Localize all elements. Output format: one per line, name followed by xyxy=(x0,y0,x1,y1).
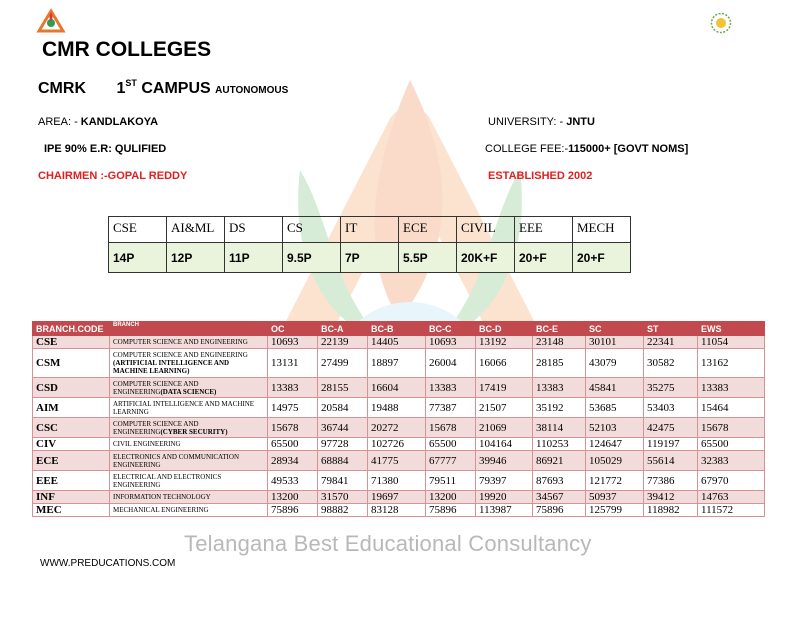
pkg-value: 9.5P xyxy=(283,243,341,273)
college-logo-icon xyxy=(36,8,66,34)
col-header: BC-E xyxy=(533,322,586,336)
branch-name: COMPUTER SCIENCE AND ENGINEERING xyxy=(113,351,248,359)
branch-code: ECE xyxy=(33,451,110,471)
branch-code: INF xyxy=(33,491,110,504)
cutoff-rank: 49533 xyxy=(268,471,318,491)
cutoff-rank: 30101 xyxy=(586,336,644,349)
pkg-header: AI&ML xyxy=(167,217,225,243)
branch-name: COMPUTER SCIENCE AND ENGINEERING xyxy=(113,379,199,396)
cutoff-rank: 13383 xyxy=(533,378,586,398)
cutoff-rank: 17419 xyxy=(476,378,533,398)
col-header: BRANCH.CODE xyxy=(33,322,110,336)
cutoff-rank: 11054 xyxy=(698,336,765,349)
area-info: AREA: - KANDLAKOYA xyxy=(38,116,159,128)
branch-name: COMPUTER SCIENCE AND ENGINEERING xyxy=(113,338,248,346)
packages-header-row xyxy=(109,217,631,243)
cutoff-header-row xyxy=(33,322,765,336)
cutoff-rank: 50937 xyxy=(586,491,644,504)
campus-type: AUTONOMOUS xyxy=(215,85,289,96)
cutoff-rank: 86921 xyxy=(533,451,586,471)
cutoff-rank: 68884 xyxy=(318,451,368,471)
pkg-value: 12P xyxy=(167,243,225,273)
branch-name-cell xyxy=(110,504,268,517)
col-header: BRANCH xyxy=(110,322,268,336)
branch-code: CIV xyxy=(33,438,110,451)
branch-code: MEC xyxy=(33,504,110,517)
cutoff-rank: 53685 xyxy=(586,398,644,418)
pkg-header: CSE xyxy=(109,217,167,243)
cutoff-rank: 13383 xyxy=(426,378,476,398)
branch-code: CSM xyxy=(33,349,110,378)
col-header: BC-A xyxy=(318,322,368,336)
cutoff-rank: 36744 xyxy=(318,418,368,438)
cutoff-rank: 119197 xyxy=(644,438,698,451)
col-header: EWS xyxy=(698,322,765,336)
pkg-value: 20K+F xyxy=(457,243,515,273)
cutoff-rank: 67777 xyxy=(426,451,476,471)
cutoff-rank: 97728 xyxy=(318,438,368,451)
cutoff-rank: 67970 xyxy=(698,471,765,491)
col-header: ST xyxy=(644,322,698,336)
cutoff-rank: 13383 xyxy=(698,378,765,398)
college-code: CMRK xyxy=(38,80,86,97)
col-header: BC-B xyxy=(368,322,426,336)
branch-code: CSE xyxy=(33,336,110,349)
pkg-value: 5.5P xyxy=(399,243,457,273)
cutoff-rank: 15464 xyxy=(698,398,765,418)
cutoff-rank: 28934 xyxy=(268,451,318,471)
cutoff-rank: 79397 xyxy=(476,471,533,491)
cutoff-rank: 52103 xyxy=(586,418,644,438)
cutoff-rank: 45841 xyxy=(586,378,644,398)
pkg-header: IT xyxy=(341,217,399,243)
branch-name: ARTIFICIAL INTELLIGENCE AND MACHINE LEARNING xyxy=(113,399,255,416)
branch-name: COMPUTER SCIENCE AND ENGINEERING xyxy=(113,419,199,436)
branch-name-cell xyxy=(110,418,268,438)
pkg-value: 20+F xyxy=(573,243,631,273)
cutoff-rank: 34567 xyxy=(533,491,586,504)
cutoff-rank: 75896 xyxy=(533,504,586,517)
branch-name: MECHANICAL ENGINEERING xyxy=(113,506,209,514)
cutoff-rank: 71380 xyxy=(368,471,426,491)
cutoff-rank: 16604 xyxy=(368,378,426,398)
cutoff-rank: 19697 xyxy=(368,491,426,504)
cutoff-rank: 16066 xyxy=(476,349,533,378)
branch-name: CIVIL ENGINEERING xyxy=(113,440,181,448)
cutoff-rank: 23148 xyxy=(533,336,586,349)
cutoff-rank: 79841 xyxy=(318,471,368,491)
cutoff-rank: 28185 xyxy=(533,349,586,378)
branch-code: CSD xyxy=(33,378,110,398)
cutoff-rank: 35275 xyxy=(644,378,698,398)
cutoff-rank: 15678 xyxy=(698,418,765,438)
branch-code: CSC xyxy=(33,418,110,438)
cutoff-rank: 53403 xyxy=(644,398,698,418)
table-row xyxy=(33,491,765,504)
cutoff-rank: 65500 xyxy=(426,438,476,451)
cutoff-rank: 20584 xyxy=(318,398,368,418)
cutoff-rank: 39412 xyxy=(644,491,698,504)
cutoff-rank: 15678 xyxy=(268,418,318,438)
branch-name-cell xyxy=(110,438,268,451)
cutoff-rank: 26004 xyxy=(426,349,476,378)
table-row xyxy=(33,451,765,471)
pkg-header: ECE xyxy=(399,217,457,243)
campus-label: CAMPUS xyxy=(141,80,211,97)
cutoff-rank: 14405 xyxy=(368,336,426,349)
pkg-value: 11P xyxy=(225,243,283,273)
cutoff-rank: 15678 xyxy=(426,418,476,438)
cutoff-rank: 77386 xyxy=(644,471,698,491)
branch-name-cell xyxy=(110,451,268,471)
pkg-value: 20+F xyxy=(515,243,573,273)
cutoff-rank: 75896 xyxy=(426,504,476,517)
cutoff-rank: 77387 xyxy=(426,398,476,418)
cutoff-rank: 13192 xyxy=(476,336,533,349)
cutoff-rank: 102726 xyxy=(368,438,426,451)
cutoff-rank: 18897 xyxy=(368,349,426,378)
cutoff-rank: 79511 xyxy=(426,471,476,491)
col-header: BC-D xyxy=(476,322,533,336)
pkg-header: CS xyxy=(283,217,341,243)
cutoff-rank: 35192 xyxy=(533,398,586,418)
branch-name-cell xyxy=(110,378,268,398)
cutoff-rank: 14763 xyxy=(698,491,765,504)
packages-value-row xyxy=(109,243,631,273)
cutoff-table xyxy=(32,321,765,517)
table-row xyxy=(33,438,765,451)
table-row xyxy=(33,504,765,517)
cutoff-rank: 10693 xyxy=(426,336,476,349)
branch-code: EEE xyxy=(33,471,110,491)
cutoff-rank: 65500 xyxy=(698,438,765,451)
pkg-value: 7P xyxy=(341,243,399,273)
cutoff-rank: 55614 xyxy=(644,451,698,471)
cutoff-rank: 41775 xyxy=(368,451,426,471)
cutoff-rank: 30582 xyxy=(644,349,698,378)
cutoff-rank: 104164 xyxy=(476,438,533,451)
cutoff-rank: 110253 xyxy=(533,438,586,451)
cutoff-rank: 43079 xyxy=(586,349,644,378)
cutoff-rank: 38114 xyxy=(533,418,586,438)
table-row xyxy=(33,471,765,491)
pkg-header: DS xyxy=(225,217,283,243)
pkg-header: CIVIL xyxy=(457,217,515,243)
cutoff-rank: 22341 xyxy=(644,336,698,349)
cutoff-rank: 13200 xyxy=(426,491,476,504)
cutoff-rank: 13383 xyxy=(268,378,318,398)
branch-specialization: (CYBER SECURITY) xyxy=(160,427,228,436)
university-info: UNIVERSITY: - JNTU xyxy=(488,116,595,128)
col-header: SC xyxy=(586,322,644,336)
cutoff-rank: 22139 xyxy=(318,336,368,349)
cutoff-rank: 13162 xyxy=(698,349,765,378)
branch-name-cell xyxy=(110,491,268,504)
cutoff-rank: 118982 xyxy=(644,504,698,517)
cutoff-rank: 125799 xyxy=(586,504,644,517)
cutoff-rank: 113987 xyxy=(476,504,533,517)
cutoff-rank: 83128 xyxy=(368,504,426,517)
cutoff-rank: 111572 xyxy=(698,504,765,517)
campus-number: 1ST xyxy=(116,78,137,97)
badge-logo-icon xyxy=(710,12,732,34)
cutoff-rank: 19920 xyxy=(476,491,533,504)
table-row xyxy=(33,398,765,418)
fee-info: COLLEGE FEE:-115000+ [GOVT NOMS] xyxy=(485,143,689,155)
col-header: BC-C xyxy=(426,322,476,336)
cutoff-rank: 21507 xyxy=(476,398,533,418)
cutoff-rank: 75896 xyxy=(268,504,318,517)
branch-specialization: (DATA SCIENCE) xyxy=(160,387,217,396)
cutoff-rank: 19488 xyxy=(368,398,426,418)
branch-code: AIM xyxy=(33,398,110,418)
cutoff-rank: 27499 xyxy=(318,349,368,378)
cutoff-rank: 32383 xyxy=(698,451,765,471)
cutoff-rank: 121772 xyxy=(586,471,644,491)
established-info: ESTABLISHED 2002 xyxy=(488,170,593,182)
cutoff-rank: 13131 xyxy=(268,349,318,378)
consultancy-watermark: Telangana Best Educational Consultancy xyxy=(184,531,592,556)
cutoff-rank: 98882 xyxy=(318,504,368,517)
cutoff-rank: 13200 xyxy=(268,491,318,504)
table-row xyxy=(33,336,765,349)
branch-name-cell xyxy=(110,349,268,378)
cutoff-rank: 21069 xyxy=(476,418,533,438)
branch-name: ELECTRONICS AND COMMUNICATION ENGINEERING xyxy=(113,452,240,469)
chairman-info: CHAIRMEN :-GOPAL REDDY xyxy=(38,170,188,182)
cutoff-rank: 65500 xyxy=(268,438,318,451)
ipe-info: IPE 90% E.R: QULIFIED xyxy=(44,143,167,155)
pkg-header: MECH xyxy=(573,217,631,243)
campus-heading xyxy=(38,80,288,98)
cutoff-rank: 87693 xyxy=(533,471,586,491)
cutoff-rank: 124647 xyxy=(586,438,644,451)
branch-name-cell xyxy=(110,336,268,349)
page-title: CMR COLLEGES xyxy=(42,38,212,61)
cutoff-rank: 31570 xyxy=(318,491,368,504)
branch-name-cell xyxy=(110,471,268,491)
branch-specialization: (ARTIFICIAL INTELLIGENCE AND MACHINE LEARNING) xyxy=(113,359,230,375)
cutoff-rank: 14975 xyxy=(268,398,318,418)
branch-name: ELECTRICAL AND ELECTRONICS ENGINEERING xyxy=(113,472,222,489)
branch-name-cell xyxy=(110,398,268,418)
pkg-value: 14P xyxy=(109,243,167,273)
pkg-header: EEE xyxy=(515,217,573,243)
cutoff-rank: 28155 xyxy=(318,378,368,398)
col-header: OC xyxy=(268,322,318,336)
cutoff-rank: 42475 xyxy=(644,418,698,438)
branch-name: INFORMATION TECHNOLOGY xyxy=(113,493,211,501)
footer-url: WWW.PREDUCATIONS.COM xyxy=(40,558,176,569)
packages-table xyxy=(108,216,631,273)
table-row xyxy=(33,349,765,378)
table-row xyxy=(33,378,765,398)
table-row xyxy=(33,418,765,438)
cutoff-rank: 10693 xyxy=(268,336,318,349)
cutoff-rank: 20272 xyxy=(368,418,426,438)
cutoff-rank: 39946 xyxy=(476,451,533,471)
cutoff-rank: 105029 xyxy=(586,451,644,471)
